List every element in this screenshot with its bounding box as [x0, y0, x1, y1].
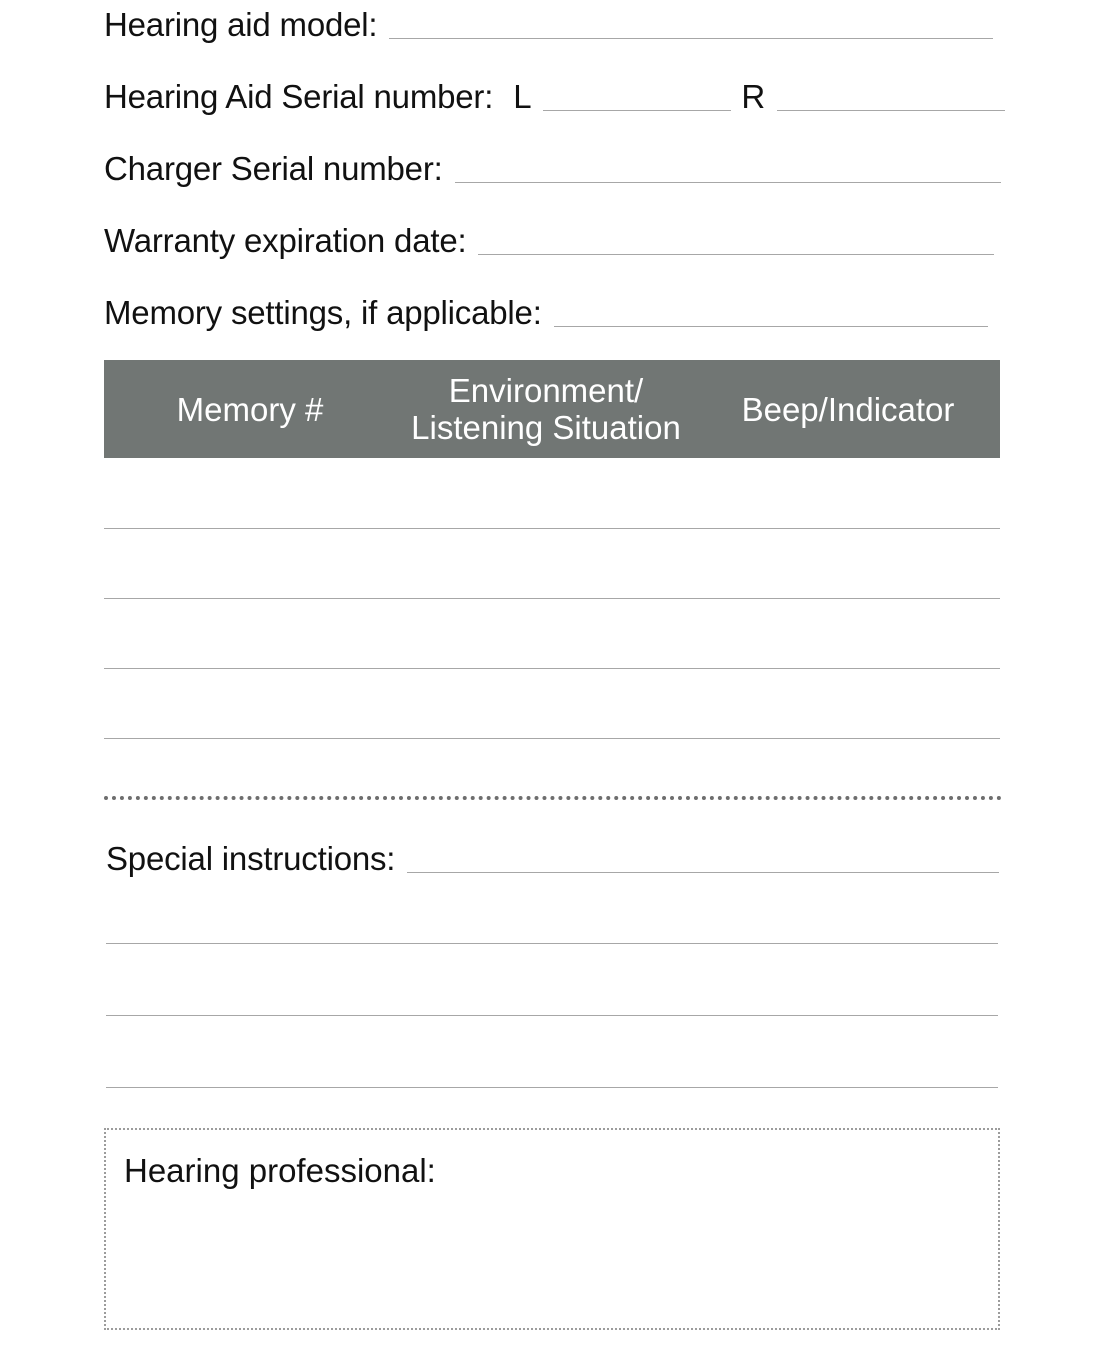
warranty-date-input[interactable]	[478, 254, 994, 255]
special-instructions-line-4[interactable]	[106, 1087, 998, 1088]
hearing-professional-label: Hearing professional:	[124, 1152, 436, 1189]
column-beep-indicator: Beep/Indicator	[741, 391, 955, 428]
memory-settings-label: Memory settings, if applicable:	[104, 294, 542, 331]
column-environment-line1: Environment/	[448, 372, 644, 409]
warranty-date-row	[104, 224, 994, 257]
special-instructions-row	[106, 842, 999, 875]
charger-serial-label: Charger Serial number:	[104, 150, 443, 187]
hearing-aid-model-label: Hearing aid model:	[104, 6, 378, 43]
section-divider	[104, 796, 1002, 800]
serial-left-input[interactable]	[543, 110, 731, 111]
charger-serial-row	[104, 152, 1001, 185]
serial-left-label: L	[513, 78, 532, 115]
warranty-date-label: Warranty expiration date:	[104, 222, 467, 259]
memory-settings-input[interactable]	[554, 326, 988, 327]
serial-number-row	[104, 80, 1005, 113]
column-environment-line2: Listening Situation	[411, 409, 681, 446]
special-instructions-line-2[interactable]	[106, 943, 998, 944]
hearing-aid-model-input[interactable]	[389, 38, 993, 39]
memory-table-row-3[interactable]	[104, 668, 1000, 669]
hearing-professional-box[interactable]	[104, 1128, 1000, 1330]
memory-settings-row	[104, 296, 988, 329]
memory-table-header	[104, 360, 1000, 458]
charger-serial-input[interactable]	[455, 182, 1001, 183]
special-instructions-input[interactable]	[407, 872, 999, 873]
special-instructions-label: Special instructions:	[106, 840, 396, 877]
serial-right-input[interactable]	[777, 110, 1005, 111]
column-memory-number: Memory #	[176, 391, 324, 428]
serial-right-label: R	[741, 78, 765, 115]
memory-table-row-4[interactable]	[104, 738, 1000, 739]
memory-table-row-2[interactable]	[104, 598, 1000, 599]
memory-table-row-1[interactable]	[104, 528, 1000, 529]
hearing-aid-model-row	[104, 8, 993, 41]
serial-number-label: Hearing Aid Serial number:	[104, 78, 494, 115]
column-environment	[386, 372, 706, 446]
special-instructions-line-3[interactable]	[106, 1015, 998, 1016]
